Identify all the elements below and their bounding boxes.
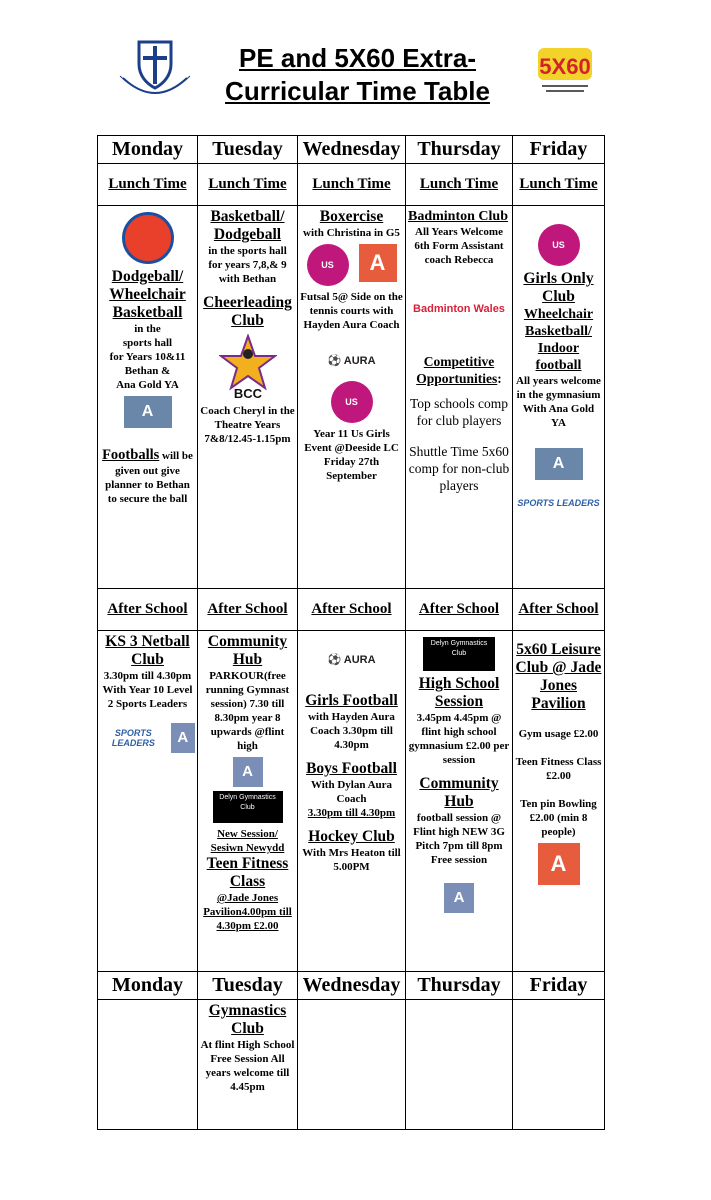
after-label-monday: After School [98, 589, 198, 631]
5x60-logo-text: 5X60 [539, 54, 591, 79]
badminton-wales-logo-icon: Badminton Wales [413, 303, 505, 315]
after-tuesday-title: Community Hub [207, 633, 288, 668]
extra-cell-wednesday [298, 1000, 406, 1130]
after-monday-details: 3.30pm till 4.30pm With Year 10 Level 2 Sports Leaders [102, 670, 193, 710]
lunch-label-friday: Lunch Time [513, 164, 605, 206]
lunch-friday-title: Girls Only Club [523, 270, 594, 305]
sports-leaders-logo-icon: SPORTS LEADERS [111, 728, 155, 748]
lunch-monday-line-5: Ana Gold YA [116, 379, 179, 391]
gymnastics-club-logo-icon: Delyn Gymnastics Club [213, 791, 283, 823]
page-title: PE and 5X60 Extra-Curricular Time Table [225, 43, 490, 106]
lunch-monday-line-4: Bethan & [124, 365, 171, 377]
aura-logo-icon: A [535, 448, 583, 480]
after-wednesday-title2: Boys Football [306, 760, 397, 777]
timetable [97, 135, 605, 1130]
after-wednesday-details2a: With Dylan Aura Coach [310, 779, 393, 805]
lunch-cell-friday [513, 206, 605, 589]
page-header [0, 0, 711, 130]
gymnastics-club-logo-icon: Delyn Gymnastics Club [423, 637, 495, 671]
after-label-tuesday: After School [198, 589, 298, 631]
lunch-thursday-competitive-label: Competitive Opportunities [416, 354, 498, 386]
after-thursday-title2: Community Hub [419, 775, 499, 810]
extra-cell-friday [513, 1000, 605, 1130]
after-cell-friday [513, 631, 605, 972]
cheerleading-logo-text: BCC [233, 386, 262, 400]
after-tuesday-details2: @Jade Jones Pavilion4.00pm till 4.30pm £2.00 [203, 892, 292, 932]
after-cell-tuesday [198, 631, 298, 972]
after-label-friday: After School [513, 589, 605, 631]
aura-logo-icon: A [171, 723, 195, 753]
lunch-tuesday-details: in the sports hall for years 7,8,& 9 with Bethan [208, 245, 287, 285]
school-crest-icon [115, 38, 195, 103]
club-badge-icon [122, 212, 174, 264]
day-footer-wednesday: Wednesday [298, 972, 406, 1000]
extra-tuesday-details: At flint High School Free Session All years welcome till 4.45pm [200, 1039, 295, 1093]
extra-tuesday-title: Gymnastics Club [208, 1002, 287, 1037]
after-label-wednesday: After School [298, 589, 406, 631]
lunch-cell-tuesday [198, 206, 298, 589]
lunch-thursday-competitive [408, 353, 510, 387]
extra-cell-monday [98, 1000, 198, 1130]
cheerleading-logo-icon [219, 334, 277, 400]
after-friday-gym: Gym usage £2.00 [518, 728, 599, 740]
after-friday-title: 5x60 Leisure Club @ Jade Jones Pavilion [515, 641, 602, 712]
aura-logo-icon: A [124, 396, 172, 428]
lunch-cell-wednesday [298, 206, 406, 589]
lunch-thursday-details: All Years Welcome 6th Form Assistant coach Rebecca [414, 226, 504, 266]
after-tuesday-details: PARKOUR(free running Gymnast session) 7.30 till 8.30pm year 8 upwards @flint high [205, 670, 290, 752]
lunch-wednesday-futsal: Futsal 5@ Side on the tennis courts with Hayden Aura Coach [300, 291, 403, 331]
lunch-label-monday: Lunch Time [98, 164, 198, 206]
after-label-thursday: After School [406, 589, 513, 631]
lunch-label-thursday: Lunch Time [406, 164, 513, 206]
5x60-logo-icon [536, 44, 594, 94]
after-wednesday-title: Girls Football [305, 692, 398, 709]
lunch-tuesday-title: Basketball/ Dodgeball [210, 208, 285, 243]
after-wednesday-details: with Hayden Aura Coach 3.30pm till 4.30pm [308, 711, 395, 751]
after-tuesday-new-session: New Session/ Sesiwn Newydd [210, 828, 285, 854]
extra-cell-thursday [406, 1000, 513, 1130]
lunch-thursday-comp2: Shuttle Time 5x60 comp for non-club players [408, 444, 510, 493]
lunch-label-wednesday: Lunch Time [298, 164, 406, 206]
after-tuesday-title2: Teen Fitness Class [206, 855, 289, 890]
after-cell-monday [98, 631, 198, 972]
day-header-thursday: Thursday [406, 136, 513, 164]
aura-football-logo-icon: ⚽ AURA [327, 355, 376, 367]
aura-leisure-logo-icon: A [538, 843, 580, 885]
after-thursday-details2: football session @ Flint high NEW 3G Pitch 7pm till 8pm Free session [413, 812, 505, 866]
after-cell-thursday [406, 631, 513, 972]
after-monday-title: KS 3 Netball Club [105, 633, 190, 668]
lunch-monday-note-title: Footballs [102, 447, 160, 463]
after-friday-teen: Teen Fitness Class £2.00 [515, 756, 602, 782]
lunch-label-tuesday: Lunch Time [198, 164, 298, 206]
lunch-monday-line-1: in the [134, 323, 161, 335]
after-wednesday-details3: With Mrs Heaton till 5.00PM [302, 847, 401, 873]
us-girls-logo-icon: US [331, 381, 373, 423]
lunch-thursday-comp1: Top schools comp for club players [409, 396, 509, 428]
extra-cell-tuesday [198, 1000, 298, 1130]
day-footer-friday: Friday [513, 972, 605, 1000]
sports-leaders-logo-icon: SPORTS LEADERS [517, 498, 600, 508]
after-wednesday-title3: Hockey Club [308, 828, 395, 845]
aura-football-logo-icon: ⚽ AURA [327, 654, 376, 666]
day-header-monday: Monday [98, 136, 198, 164]
lunch-monday-note-text: will be given out give planner to Bethan to secure the ball [105, 450, 193, 505]
day-footer-tuesday: Tuesday [198, 972, 298, 1000]
lunch-monday-title: Dodgeball/ Wheelchair Basketball [109, 268, 186, 321]
lunch-friday-details: All years welcome in the gymnasium With Ana Gold YA [516, 375, 601, 429]
aura-leisure-logo-icon: A [359, 244, 397, 282]
lunch-monday-line-2: sports hall [122, 337, 173, 349]
lunch-tuesday-details2: Coach Cheryl in the Theatre Years 7&8/12.45-1.15pm [200, 405, 295, 445]
us-girls-logo-icon: US [307, 244, 349, 286]
lunch-wednesday-details: with Christina in G5 [303, 227, 400, 239]
day-header-friday: Friday [513, 136, 605, 164]
us-girls-logo-icon: US [538, 224, 580, 266]
after-friday-bowling: Ten pin Bowling £2.00 (min 8 people) [520, 798, 597, 838]
day-header-wednesday: Wednesday [298, 136, 406, 164]
lunch-thursday-competitive-suffix: : [497, 371, 502, 386]
after-cell-wednesday [298, 631, 406, 972]
day-footer-monday: Monday [98, 972, 198, 1000]
lunch-monday-note [100, 446, 195, 506]
lunch-monday-line-3: for Years 10&11 [109, 351, 186, 363]
lunch-cell-monday [98, 206, 198, 589]
day-header-tuesday: Tuesday [198, 136, 298, 164]
lunch-cell-thursday [406, 206, 513, 589]
lunch-tuesday-title2: Cheerleading Club [203, 294, 292, 329]
aura-logo-icon: A [233, 757, 263, 787]
after-thursday-title: High School Session [418, 675, 500, 710]
lunch-wednesday-event: Year 11 Us Girls Event @Deeside LC Friday 27th September [304, 428, 399, 482]
after-wednesday-details2b: 3.30pm till 4.30pm [307, 807, 396, 819]
lunch-thursday-title: Badminton Club [408, 209, 508, 224]
lunch-friday-title2: Wheelchair Basketball/ Indoor football [523, 307, 594, 373]
lunch-wednesday-title: Boxercise [319, 208, 384, 225]
after-thursday-details: 3.45pm 4.45pm @ flint high school gymnasium £2.00 per session [408, 712, 510, 766]
aura-logo-icon: A [444, 883, 474, 913]
day-footer-thursday: Thursday [406, 972, 513, 1000]
